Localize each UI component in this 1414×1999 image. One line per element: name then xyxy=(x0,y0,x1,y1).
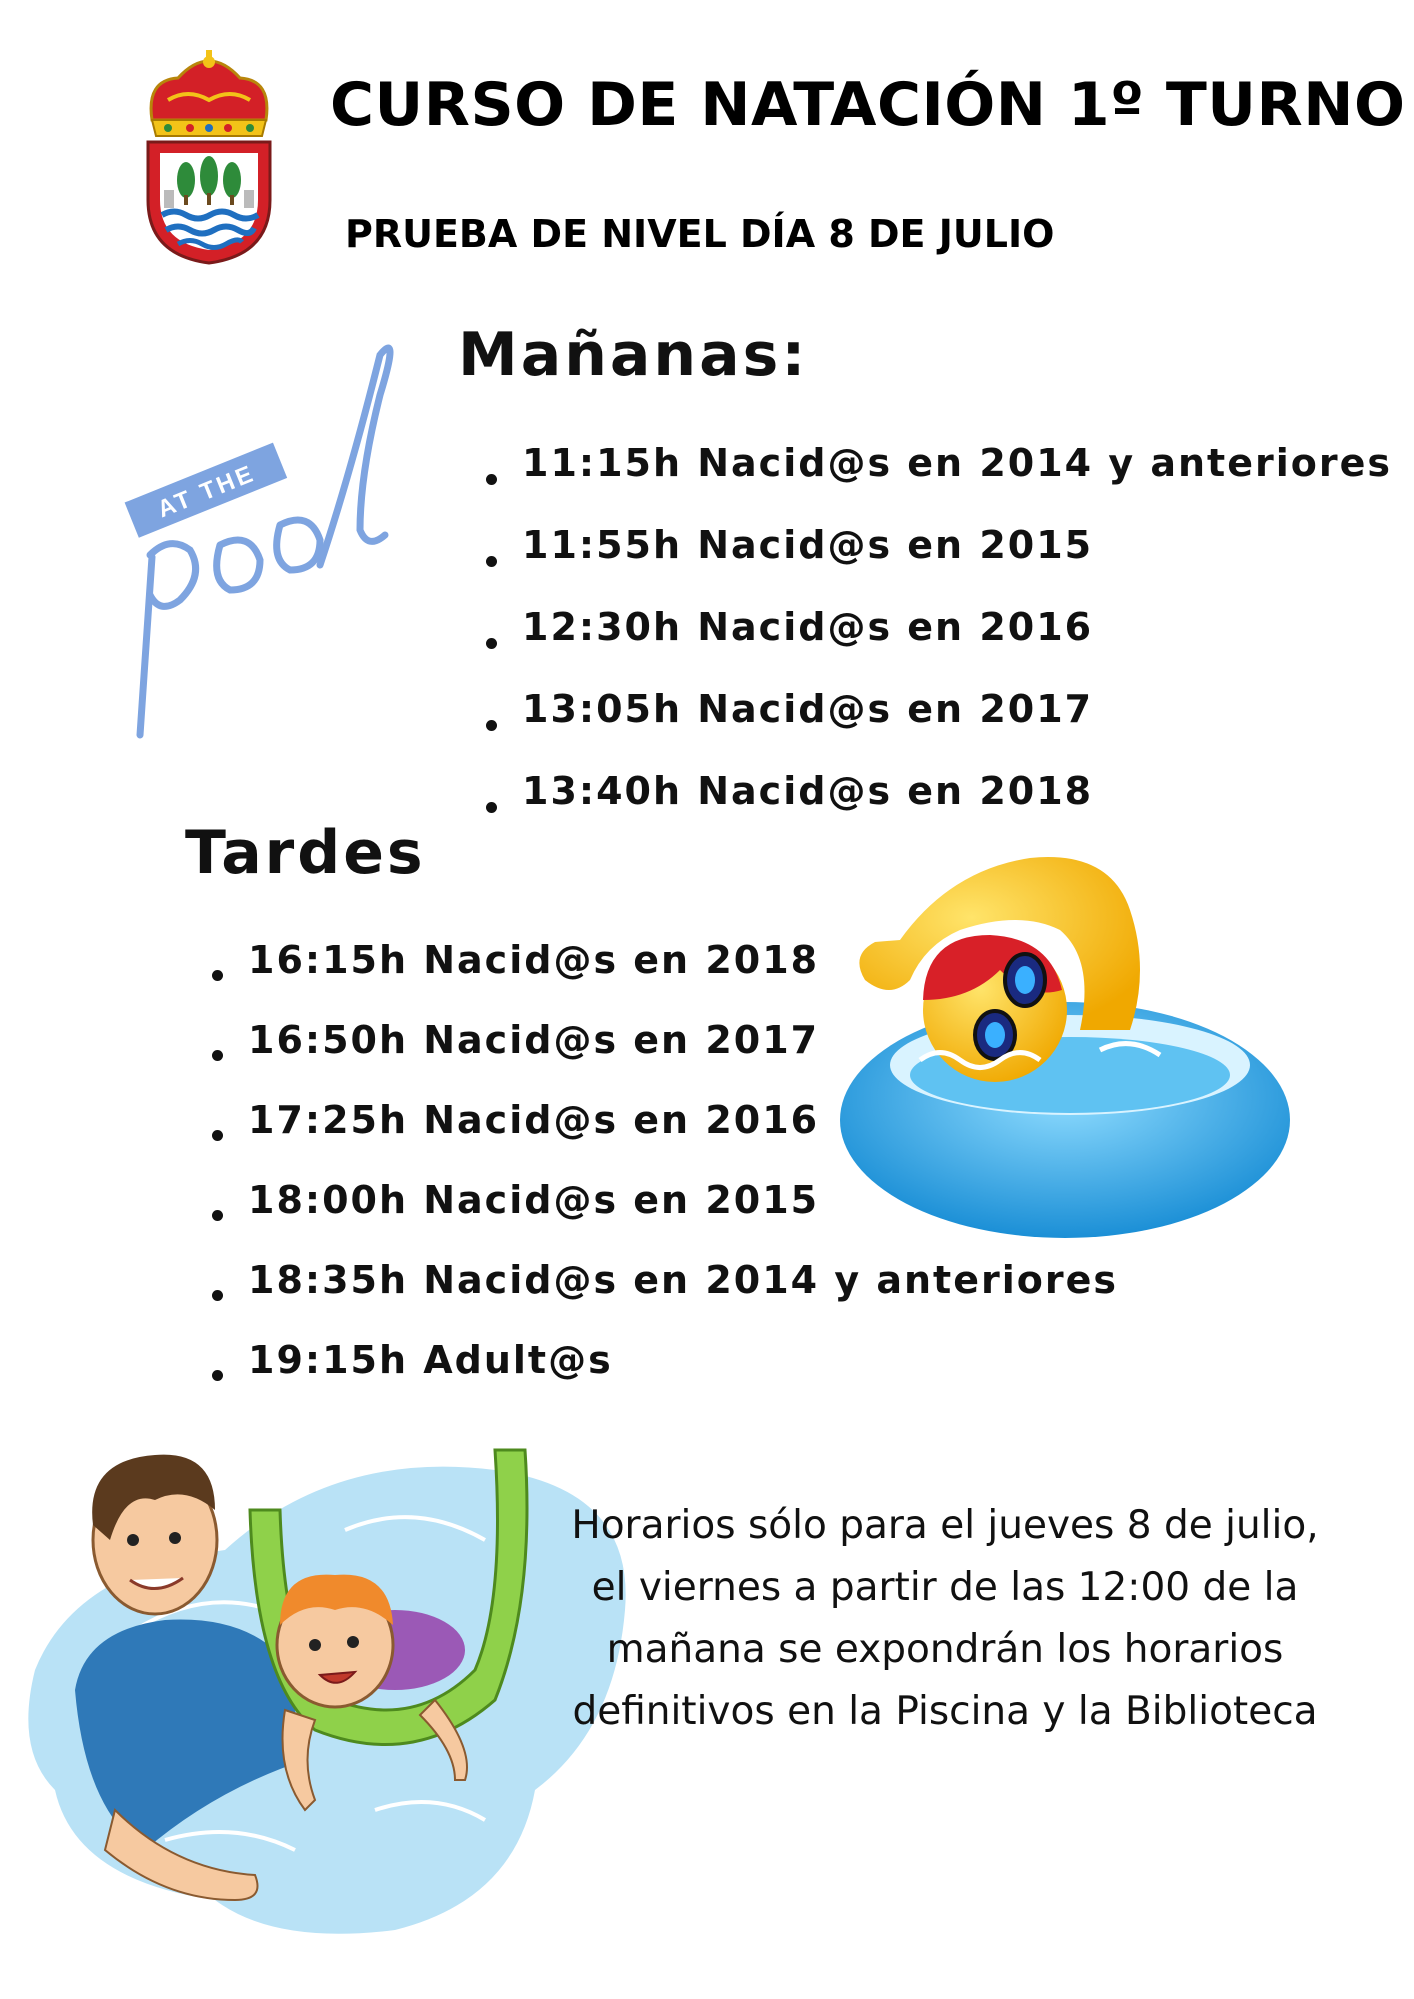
schedule-note: Horarios sólo para el jueves 8 de julio, el viernes a partir de las 12:00 de la mañana se expondrán los horarios definitivos en la Piscina y la Biblioteca xyxy=(571,1503,1319,1734)
list-item: 13:05h Nacid@s en 2017 xyxy=(484,684,1392,766)
list-item: 17:25h Nacid@s en 2016 xyxy=(210,1095,1118,1175)
at-the-text: AT THE xyxy=(153,459,260,524)
list-item: 11:55h Nacid@s en 2015 xyxy=(484,520,1392,602)
coat-of-arms-icon xyxy=(138,50,280,265)
list-item: 19:15h Adult@s xyxy=(210,1335,1118,1415)
list-item: 16:50h Nacid@s en 2017 xyxy=(210,1015,1118,1095)
list-item: 11:15h Nacid@s en 2014 y anteriores xyxy=(484,438,1392,520)
list-item: 12:30h Nacid@s en 2016 xyxy=(484,602,1392,684)
list-item: 13:40h Nacid@s en 2018 xyxy=(484,766,1392,848)
page-subtitle: PRUEBA DE NIVEL DÍA 8 DE JULIO xyxy=(345,212,1055,256)
instructor-and-child-illustration xyxy=(15,1430,655,1950)
at-the-pool-graphic xyxy=(110,335,400,745)
morning-section-title: Mañanas: xyxy=(458,320,809,390)
morning-schedule-list xyxy=(484,438,1392,848)
afternoon-section-title: Tardes xyxy=(185,818,426,888)
swimmer-emoji-icon xyxy=(830,850,1300,1250)
list-item: 16:15h Nacid@s en 2018 xyxy=(210,935,1118,1015)
list-item: 18:00h Nacid@s en 2015 xyxy=(210,1175,1118,1255)
list-item: 18:35h Nacid@s en 2014 y anteriores xyxy=(210,1255,1118,1335)
page-title: CURSO DE NATACIÓN 1º TURNO xyxy=(330,70,1406,140)
